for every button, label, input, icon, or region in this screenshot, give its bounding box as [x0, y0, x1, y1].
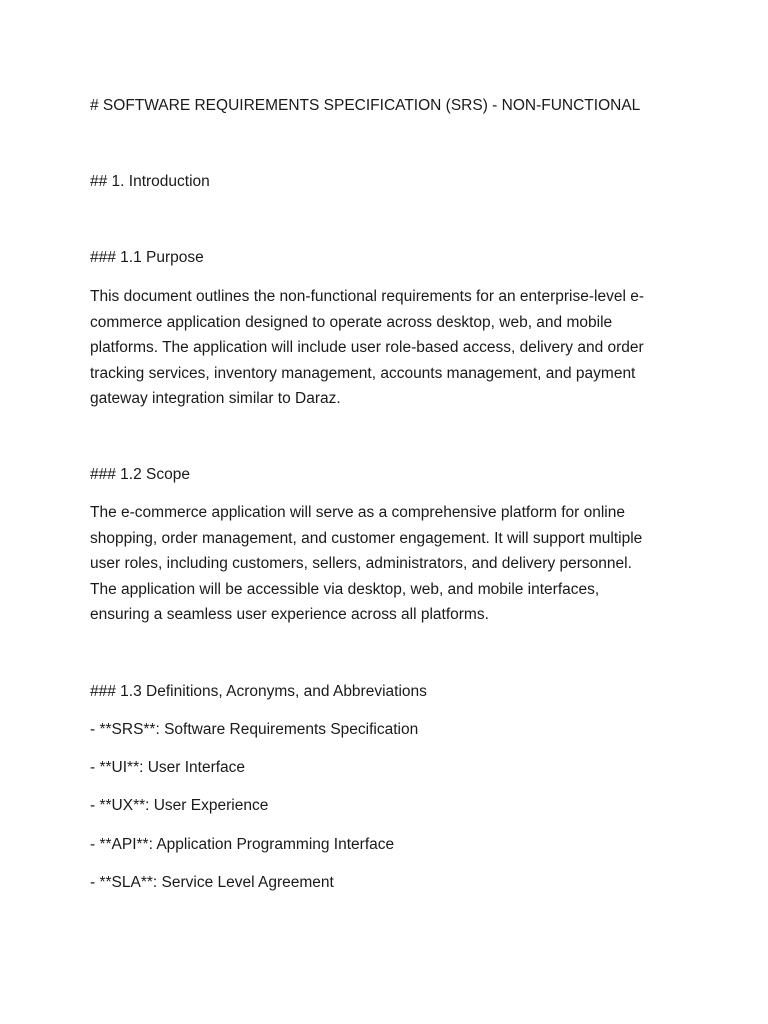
paragraph-line: user roles, including customers, sellers, administrators, and delivery personnel. — [90, 555, 632, 573]
section-heading-introduction: ## 1. Introduction — [90, 173, 210, 190]
paragraph-line: This document outlines the non-functional requirements for an enterprise-level e- — [90, 288, 644, 305]
purpose-paragraph — [90, 284, 670, 412]
paragraph-line: The e-commerce application will serve as a comprehensive platform for online — [90, 504, 625, 521]
list-item: - **UX**: User Experience — [90, 797, 269, 814]
paragraph-line: tracking services, inventory management, accounts management, and payment — [90, 364, 636, 382]
subsection-heading-definitions: ### 1.3 Definitions, Acronyms, and Abbreviations — [90, 683, 427, 700]
paragraph-line: commerce application designed to operate across desktop, web, and mobile — [90, 313, 613, 331]
list-item: - **SLA**: Service Level Agreement — [90, 874, 334, 891]
document-title: # SOFTWARE REQUIREMENTS SPECIFICATION (SRS) - NON-FUNCTIONAL — [90, 97, 641, 114]
paragraph-line: The application will be accessible via desktop, web, and mobile interfaces, — [90, 580, 600, 598]
paragraph-line: shopping, order management, and customer engagement. It will support multiple — [90, 529, 643, 547]
list-item: - **UI**: User Interface — [90, 759, 246, 776]
paragraph-line: gateway integration similar to Daraz. — [90, 390, 341, 408]
subsection-heading-scope: ### 1.2 Scope — [90, 466, 190, 483]
list-item: - **SRS**: Software Requirements Specification — [90, 721, 419, 738]
scope-paragraph — [90, 500, 670, 628]
list-item: - **API**: Application Programming Interface — [90, 836, 395, 853]
paragraph-line: ensuring a seamless user experience across all platforms. — [90, 606, 489, 624]
paragraph-line: platforms. The application will include user role-based access, delivery and order — [90, 339, 644, 357]
subsection-heading-purpose: ### 1.1 Purpose — [90, 249, 204, 266]
